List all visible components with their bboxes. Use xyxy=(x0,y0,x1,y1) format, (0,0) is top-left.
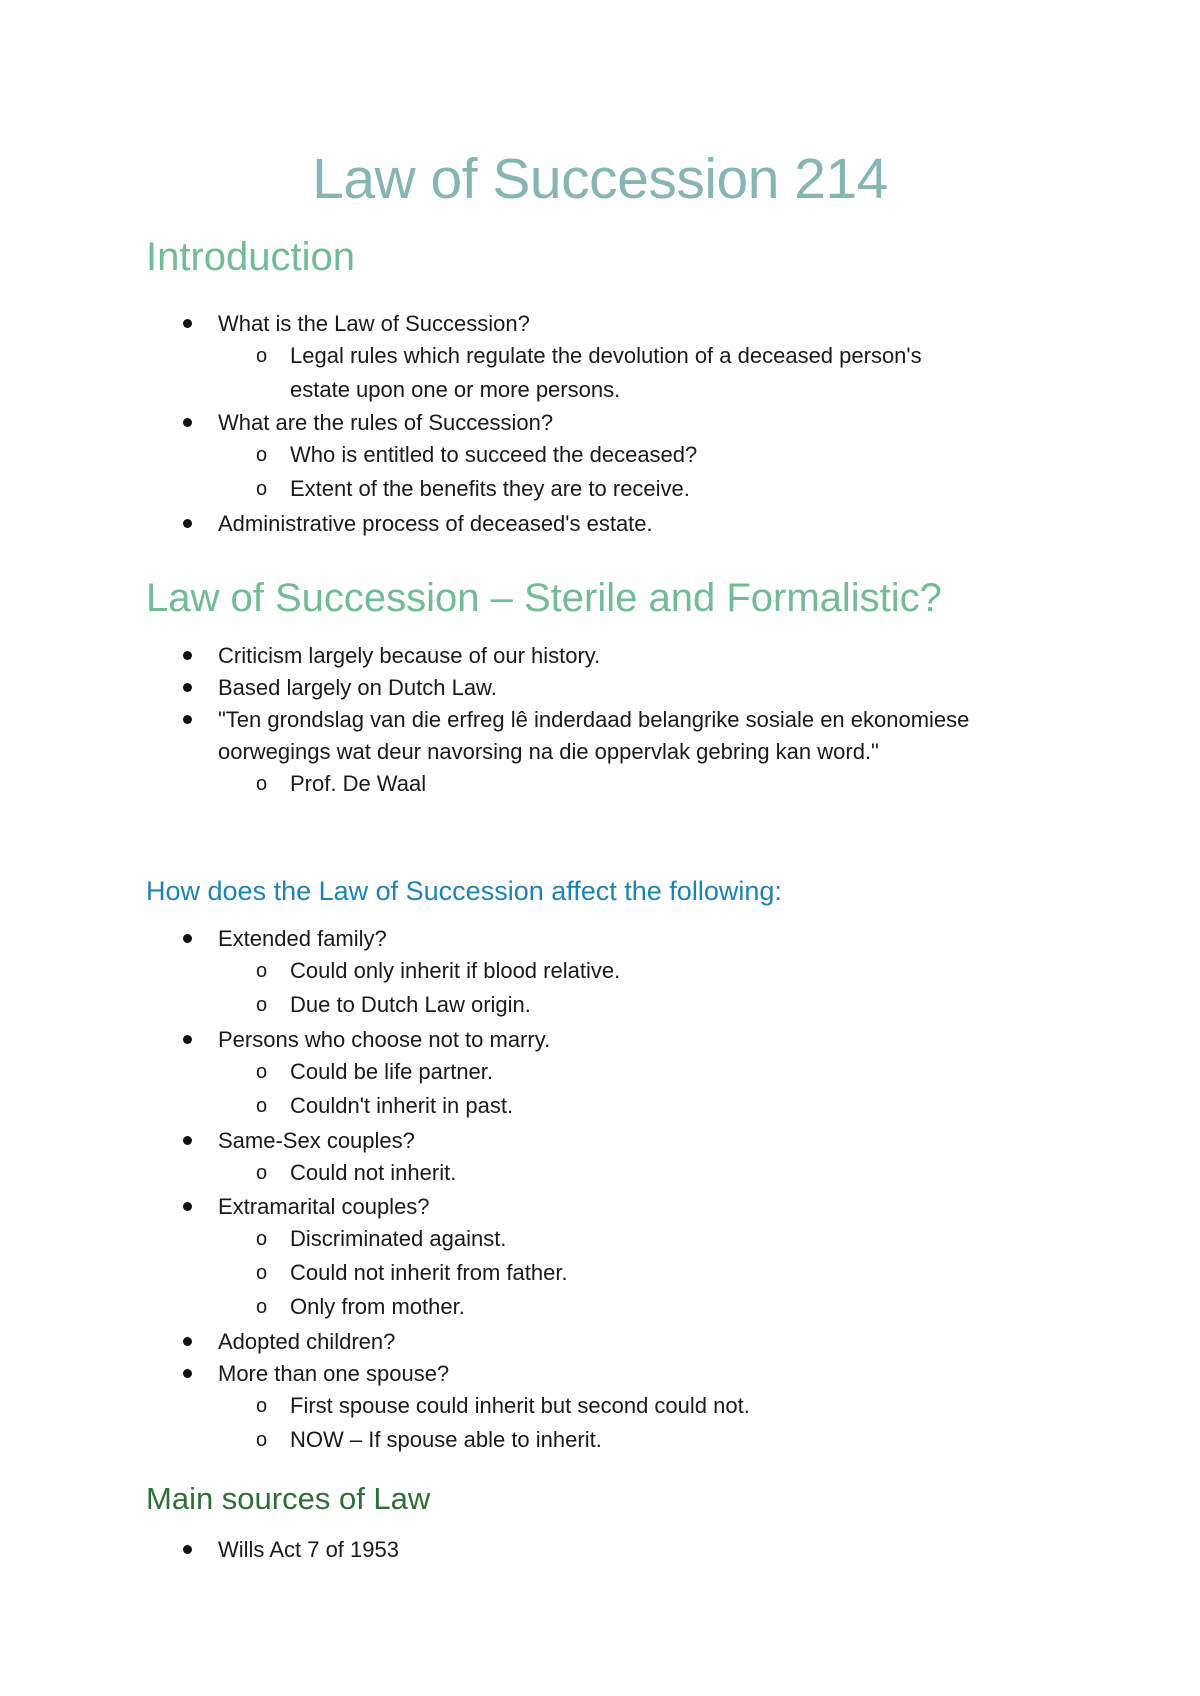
list-item: Could not inherit from father. xyxy=(290,1260,568,1285)
list-item: Extent of the benefits they are to receive. xyxy=(290,476,690,501)
list-item: "Ten grondslag van die erfreg lê inderdaad belangrike sosiale en ekonomiese xyxy=(218,707,970,732)
list-item: Couldn't inherit in past. xyxy=(290,1093,514,1118)
list-item: Could not inherit. xyxy=(290,1160,457,1185)
bullet-icon xyxy=(183,1369,192,1378)
list-item: Administrative process of deceased's estate. xyxy=(218,511,653,536)
bullet-icon xyxy=(183,1136,192,1145)
sub-bullet-icon: o xyxy=(256,960,268,982)
bullet-icon xyxy=(183,418,192,427)
sub-bullet-icon: o xyxy=(256,1061,268,1083)
page-title: Law of Succession 214 xyxy=(312,147,888,211)
heading-sterile-formalistic: Law of Succession – Sterile and Formalistic? xyxy=(146,576,942,620)
sub-bullet-icon: o xyxy=(256,1095,268,1117)
sub-bullet-icon: o xyxy=(256,1262,268,1284)
list-item-continuation: estate upon one or more persons. xyxy=(290,377,621,402)
list-item: Prof. De Waal xyxy=(290,771,427,796)
sub-bullet-icon: o xyxy=(256,1395,268,1417)
list-item: Could only inherit if blood relative. xyxy=(290,958,621,983)
heading-main-sources: Main sources of Law xyxy=(146,1481,431,1516)
bullet-icon xyxy=(183,1545,192,1554)
bullet-icon xyxy=(183,319,192,328)
heading-introduction: Introduction xyxy=(146,235,356,279)
list-item: Only from mother. xyxy=(290,1294,465,1319)
list-item: Adopted children? xyxy=(218,1329,396,1354)
list-item: More than one spouse? xyxy=(218,1361,450,1386)
sub-bullet-icon: o xyxy=(256,345,268,367)
bullet-icon xyxy=(183,519,192,528)
list-item: Same-Sex couples? xyxy=(218,1128,415,1153)
list-item: Based largely on Dutch Law. xyxy=(218,675,497,700)
sub-bullet-icon: o xyxy=(256,444,268,466)
list-item: Due to Dutch Law origin. xyxy=(290,992,531,1017)
sub-bullet-icon: o xyxy=(256,1296,268,1318)
sub-bullet-icon: o xyxy=(256,478,268,500)
bullet-icon xyxy=(183,1337,192,1346)
list-item: Wills Act 7 of 1953 xyxy=(218,1537,399,1562)
bullet-icon xyxy=(183,1202,192,1211)
list-item: Criticism largely because of our history. xyxy=(218,643,601,668)
list-item: What are the rules of Succession? xyxy=(218,410,554,435)
list-item: Legal rules which regulate the devolution of a deceased person's xyxy=(290,343,922,368)
list-item: Extended family? xyxy=(218,926,387,951)
sub-bullet-icon: o xyxy=(256,1429,268,1451)
bullet-icon xyxy=(183,651,192,660)
list-item: Could be life partner. xyxy=(290,1059,494,1084)
bullet-icon xyxy=(183,715,192,724)
list-item: Discriminated against. xyxy=(290,1226,507,1251)
sub-bullet-icon: o xyxy=(256,1228,268,1250)
list-item: NOW – If spouse able to inherit. xyxy=(290,1427,602,1452)
list-item: Extramarital couples? xyxy=(218,1194,430,1219)
bullet-icon xyxy=(183,934,192,943)
bullet-icon xyxy=(183,683,192,692)
list-item: First spouse could inherit but second could not. xyxy=(290,1393,750,1418)
bullet-icon xyxy=(183,1035,192,1044)
sub-bullet-icon: o xyxy=(256,1162,268,1184)
list-item-continuation: oorwegings wat deur navorsing na die oppervlak gebring kan word." xyxy=(218,739,879,764)
list-item: Who is entitled to succeed the deceased? xyxy=(290,442,698,467)
heading-how-affects: How does the Law of Succession affect the following: xyxy=(146,876,782,906)
list-item: Persons who choose not to marry. xyxy=(218,1027,551,1052)
sub-bullet-icon: o xyxy=(256,994,268,1016)
sub-bullet-icon: o xyxy=(256,773,268,795)
list-item: What is the Law of Succession? xyxy=(218,311,530,336)
